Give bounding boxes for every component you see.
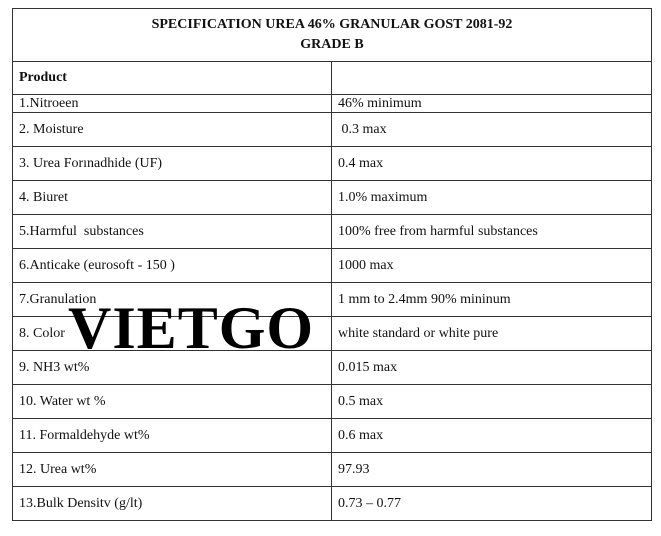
- row-label: 9. NH3 wt%: [13, 351, 332, 385]
- table-row: [13, 215, 652, 249]
- table-row: [13, 487, 652, 521]
- row-value: 1000 max: [332, 249, 652, 283]
- row-value: 97.93: [332, 453, 652, 487]
- table-row: [13, 113, 652, 147]
- table-row: [13, 147, 652, 181]
- row-value: 1 mm to 2.4mm 90% mininum: [332, 283, 652, 317]
- row-value: 0.015 max: [332, 351, 652, 385]
- title-line-1: SPECIFICATION UREA 46% GRANULAR GOST 2081-92: [151, 17, 513, 32]
- row-label: 5.Harmful substances: [13, 215, 332, 249]
- spec-document: [12, 8, 651, 521]
- row-label: 13.Bulk Densitv (g/lt): [13, 487, 332, 521]
- row-value: white standard or white pure: [332, 317, 652, 351]
- vietgo-watermark: VIETGO: [68, 295, 315, 361]
- row-label: 1.Nitroeen: [13, 95, 332, 113]
- row-value: 1.0% maximum: [332, 181, 652, 215]
- table-row: [13, 249, 652, 283]
- row-value: 100% free from harmful substances: [332, 215, 652, 249]
- table-row: [13, 385, 652, 419]
- row-label: 7.Granulation: [13, 283, 332, 317]
- row-label: 2. Moisture: [13, 113, 332, 147]
- title-row: [13, 9, 652, 62]
- row-value: 0.5 max: [332, 385, 652, 419]
- table-row: [13, 181, 652, 215]
- table-title: [13, 9, 652, 62]
- table-row: [13, 453, 652, 487]
- row-value: 0.73 – 0.77: [332, 487, 652, 521]
- table-row: [13, 317, 652, 351]
- row-value: 0.4 max: [332, 147, 652, 181]
- spec-table: [12, 8, 652, 521]
- row-label: 4. Biuret: [13, 181, 332, 215]
- row-label: 6.Anticake (eurosoft - 150 ): [13, 249, 332, 283]
- row-value: 46% minimum: [332, 95, 652, 113]
- row-label: 10. Water wt %: [13, 385, 332, 419]
- table-row: [13, 283, 652, 317]
- row-label: 12. Urea wt%: [13, 453, 332, 487]
- table-row: [13, 351, 652, 385]
- header-row: [13, 62, 652, 95]
- header-product-cell: Product: [13, 62, 332, 95]
- header-value-cell: [332, 62, 652, 95]
- table-row: [13, 419, 652, 453]
- row-label: 3. Urea Forınadhide (UF): [13, 147, 332, 181]
- row-label: 11. Formaldehyde wt%: [13, 419, 332, 453]
- row-value: 0.6 max: [332, 419, 652, 453]
- title-line-2: GRADE B: [300, 37, 364, 52]
- row-label: 8. Color: [13, 317, 332, 351]
- row-value: 0.3 max: [332, 113, 652, 147]
- table-row: [13, 95, 652, 113]
